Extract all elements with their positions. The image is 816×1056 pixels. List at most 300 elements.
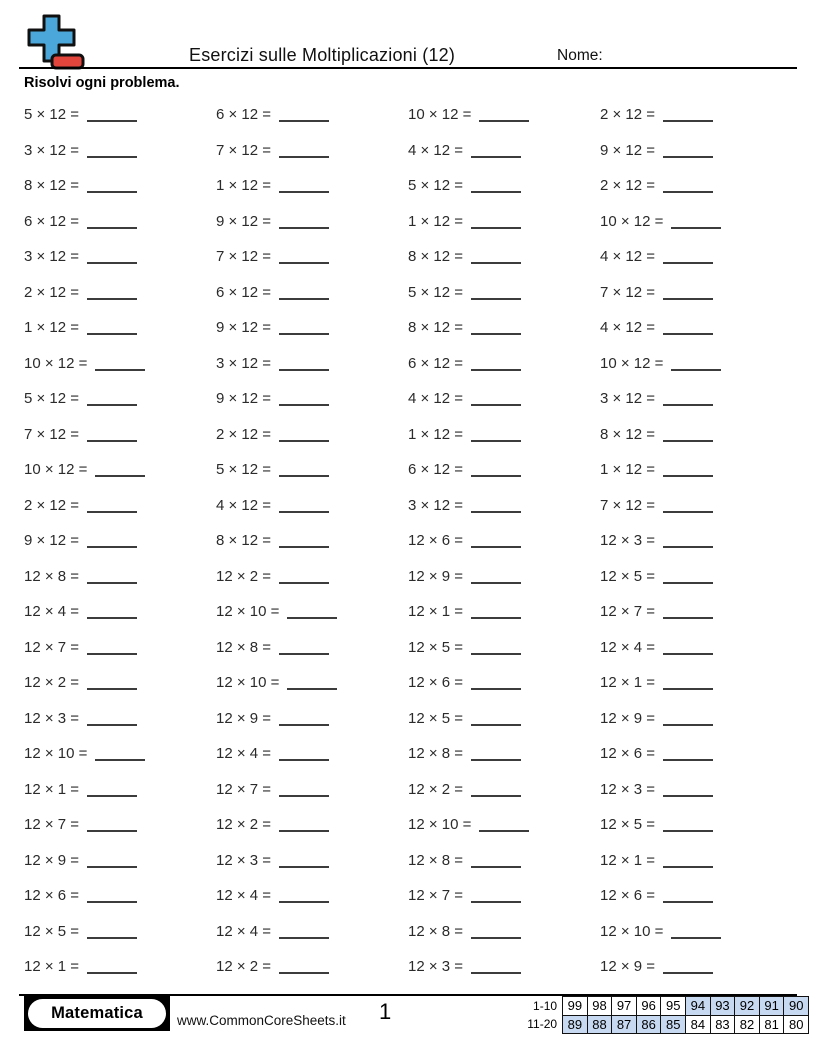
grade-table-row: [523, 997, 809, 1016]
grade-cell: 93: [710, 997, 735, 1016]
problem-expression: 6 × 12 =: [24, 212, 80, 230]
problem-item: [24, 426, 216, 443]
answer-blank: [87, 853, 137, 868]
problem-expression: 4 × 12 =: [216, 496, 272, 514]
problem-item: [24, 532, 216, 549]
grade-cell: 90: [784, 997, 809, 1016]
problem-item: [24, 958, 216, 975]
problem-expression: 12 × 3 =: [216, 851, 272, 869]
answer-blank: [279, 285, 329, 300]
problem-item: [216, 923, 408, 940]
answer-blank: [87, 391, 137, 406]
page-title: Esercizi sulle Moltiplicazioni (12): [189, 45, 456, 65]
grade-cell: 80: [784, 1015, 809, 1034]
answer-blank: [479, 107, 529, 122]
problem-item: [24, 106, 216, 123]
problem-expression: 12 × 9 =: [216, 709, 272, 727]
answer-blank: [663, 640, 713, 655]
problem-item: [24, 497, 216, 514]
problem-expression: 3 × 12 =: [216, 354, 272, 372]
problem-item: [408, 355, 600, 372]
problem-expression: 5 × 12 =: [408, 177, 464, 195]
problem-expression: 1 × 12 =: [408, 425, 464, 443]
problem-item: [600, 958, 792, 975]
problem-item: [24, 142, 216, 159]
brand-badge: [24, 995, 170, 1031]
problem-expression: 4 × 12 =: [408, 141, 464, 159]
problem-item: [600, 852, 792, 869]
problem-item: [408, 319, 600, 336]
grade-cell: 81: [759, 1015, 784, 1034]
problem-expression: 12 × 6 =: [24, 887, 80, 905]
problem-expression: 12 × 5 =: [24, 922, 80, 940]
answer-blank: [471, 888, 521, 903]
problem-item: [408, 887, 600, 904]
grade-cell: 85: [661, 1015, 686, 1034]
instructions-text: Risolvi ogni problema.: [24, 75, 180, 91]
answer-blank: [279, 533, 329, 548]
problem-expression: 1 × 12 =: [216, 177, 272, 195]
answer-blank: [663, 320, 713, 335]
problem-item: [24, 213, 216, 230]
problem-expression: 12 × 2 =: [24, 674, 80, 692]
problem-item: [24, 603, 216, 620]
answer-blank: [279, 107, 329, 122]
problem-expression: 12 × 10 =: [216, 674, 280, 692]
problem-expression: 12 × 8 =: [408, 745, 464, 763]
problem-item: [408, 461, 600, 478]
plus-minus-logo-icon: [23, 12, 87, 74]
problem-item: [600, 532, 792, 549]
problem-expression: 10 × 12 =: [408, 106, 472, 124]
answer-blank: [663, 498, 713, 513]
grade-cell: 92: [735, 997, 760, 1016]
problem-item: [24, 568, 216, 585]
problem-expression: 12 × 1 =: [600, 674, 656, 692]
problem-item: [600, 887, 792, 904]
problem-item: [600, 674, 792, 691]
problem-expression: 5 × 12 =: [216, 461, 272, 479]
answer-blank: [279, 924, 329, 939]
problem-item: [216, 639, 408, 656]
problem-item: [408, 142, 600, 159]
answer-blank: [471, 569, 521, 584]
problem-expression: 2 × 12 =: [216, 425, 272, 443]
answer-blank: [87, 569, 137, 584]
problem-expression: 7 × 12 =: [24, 425, 80, 443]
problem-expression: 12 × 8 =: [24, 567, 80, 585]
answer-blank: [663, 391, 713, 406]
answer-blank: [471, 462, 521, 477]
problem-expression: 2 × 12 =: [24, 496, 80, 514]
problem-expression: 12 × 1 =: [408, 603, 464, 621]
problem-item: [600, 106, 792, 123]
answer-blank: [663, 462, 713, 477]
answer-blank: [279, 143, 329, 158]
answer-blank: [471, 782, 521, 797]
problem-item: [24, 887, 216, 904]
answer-blank: [87, 427, 137, 442]
answer-blank: [279, 817, 329, 832]
problem-item: [24, 674, 216, 691]
problem-item: [216, 461, 408, 478]
problem-expression: 4 × 12 =: [408, 390, 464, 408]
problem-expression: 12 × 4 =: [600, 638, 656, 656]
name-label: Nome:: [557, 47, 603, 64]
problem-item: [24, 248, 216, 265]
answer-blank: [663, 143, 713, 158]
problem-expression: 9 × 12 =: [600, 141, 656, 159]
problem-item: [24, 710, 216, 727]
problem-expression: 7 × 12 =: [600, 283, 656, 301]
answer-blank: [663, 178, 713, 193]
grade-table-body: [523, 997, 809, 1034]
grade-cell: 91: [759, 997, 784, 1016]
problem-item: [216, 142, 408, 159]
problem-item: [408, 923, 600, 940]
answer-blank: [471, 711, 521, 726]
answer-blank: [279, 178, 329, 193]
problem-expression: 12 × 2 =: [216, 958, 272, 976]
brand-label: Matematica: [28, 999, 166, 1028]
problem-expression: 9 × 12 =: [216, 390, 272, 408]
grade-range-label: 1-10: [533, 998, 558, 1013]
answer-blank: [87, 711, 137, 726]
grade-cell: 83: [710, 1015, 735, 1034]
problem-expression: 12 × 9 =: [24, 851, 80, 869]
problem-expression: 8 × 12 =: [24, 177, 80, 195]
problem-item: [216, 497, 408, 514]
problem-expression: 9 × 12 =: [24, 532, 80, 550]
problem-expression: 12 × 3 =: [600, 780, 656, 798]
problem-expression: 3 × 12 =: [408, 496, 464, 514]
answer-blank: [471, 320, 521, 335]
problem-expression: 12 × 5 =: [600, 816, 656, 834]
problem-expression: 8 × 12 =: [216, 532, 272, 550]
problem-expression: 12 × 10 =: [24, 745, 88, 763]
answer-blank: [663, 853, 713, 868]
grade-cell: 94: [686, 997, 711, 1016]
problem-expression: 8 × 12 =: [408, 319, 464, 337]
answer-blank: [671, 924, 721, 939]
answer-blank: [663, 711, 713, 726]
answer-blank: [471, 249, 521, 264]
answer-blank: [663, 569, 713, 584]
answer-blank: [87, 675, 137, 690]
problem-item: [216, 177, 408, 194]
problem-item: [408, 497, 600, 514]
problem-item: [216, 568, 408, 585]
answer-blank: [279, 427, 329, 442]
problem-expression: 9 × 12 =: [216, 212, 272, 230]
problem-expression: 12 × 6 =: [408, 674, 464, 692]
answer-blank: [471, 675, 521, 690]
problem-item: [24, 461, 216, 478]
answer-blank: [663, 249, 713, 264]
problem-item: [216, 284, 408, 301]
answer-blank: [279, 640, 329, 655]
problem-item: [600, 426, 792, 443]
problem-item: [600, 603, 792, 620]
grade-cell: 98: [587, 997, 612, 1016]
problem-item: [600, 816, 792, 833]
problem-item: [216, 958, 408, 975]
problem-expression: 12 × 7 =: [24, 816, 80, 834]
problem-item: [408, 106, 600, 123]
problem-item: [216, 887, 408, 904]
answer-blank: [279, 356, 329, 371]
answer-blank: [663, 959, 713, 974]
problem-expression: 12 × 4 =: [24, 603, 80, 621]
problem-item: [408, 532, 600, 549]
problem-expression: 12 × 10 =: [600, 922, 664, 940]
problem-expression: 12 × 5 =: [408, 638, 464, 656]
answer-blank: [87, 782, 137, 797]
problem-item: [600, 781, 792, 798]
answer-blank: [471, 924, 521, 939]
problem-expression: 3 × 12 =: [600, 390, 656, 408]
problem-item: [408, 816, 600, 833]
answer-blank: [279, 214, 329, 229]
problem-expression: 10 × 12 =: [600, 354, 664, 372]
header-divider: [19, 67, 797, 69]
problem-item: [408, 710, 600, 727]
problem-item: [408, 603, 600, 620]
answer-blank: [87, 533, 137, 548]
answer-blank: [87, 640, 137, 655]
problem-expression: 4 × 12 =: [600, 248, 656, 266]
problem-expression: 10 × 12 =: [24, 461, 88, 479]
grade-cell: 82: [735, 1015, 760, 1034]
answer-blank: [279, 320, 329, 335]
problem-item: [600, 568, 792, 585]
problem-item: [408, 852, 600, 869]
grade-cell: 97: [612, 997, 637, 1016]
problem-expression: 12 × 8 =: [408, 922, 464, 940]
answer-blank: [87, 143, 137, 158]
problem-item: [408, 177, 600, 194]
problem-expression: 2 × 12 =: [600, 177, 656, 195]
problem-expression: 12 × 2 =: [216, 567, 272, 585]
answer-blank: [87, 888, 137, 903]
answer-blank: [95, 462, 145, 477]
problem-expression: 12 × 3 =: [600, 532, 656, 550]
grade-cell: 99: [563, 997, 588, 1016]
problem-item: [408, 781, 600, 798]
answer-blank: [279, 782, 329, 797]
answer-blank: [663, 817, 713, 832]
problem-expression: 7 × 12 =: [216, 141, 272, 159]
grade-cell: 87: [612, 1015, 637, 1034]
problem-expression: 12 × 7 =: [600, 603, 656, 621]
answer-blank: [287, 604, 337, 619]
problem-expression: 12 × 4 =: [216, 922, 272, 940]
answer-blank: [279, 746, 329, 761]
problem-item: [600, 142, 792, 159]
problem-item: [216, 816, 408, 833]
problem-expression: 12 × 8 =: [216, 638, 272, 656]
problem-expression: 5 × 12 =: [408, 283, 464, 301]
problem-expression: 10 × 12 =: [24, 354, 88, 372]
problem-expression: 7 × 12 =: [216, 248, 272, 266]
problem-expression: 12 × 2 =: [216, 816, 272, 834]
answer-blank: [87, 320, 137, 335]
problem-item: [408, 426, 600, 443]
worksheet-logo: [23, 12, 87, 74]
problem-item: [216, 603, 408, 620]
problem-expression: 12 × 1 =: [24, 958, 80, 976]
answer-blank: [663, 533, 713, 548]
problem-expression: 8 × 12 =: [408, 248, 464, 266]
problem-expression: 12 × 9 =: [600, 958, 656, 976]
grading-table: [523, 996, 809, 1034]
problem-item: [408, 674, 600, 691]
problem-expression: 12 × 7 =: [408, 887, 464, 905]
answer-blank: [471, 356, 521, 371]
answer-blank: [471, 959, 521, 974]
answer-blank: [87, 959, 137, 974]
problem-expression: 5 × 12 =: [24, 106, 80, 124]
problem-item: [216, 781, 408, 798]
answer-blank: [279, 853, 329, 868]
grade-cell: 88: [587, 1015, 612, 1034]
answer-blank: [471, 143, 521, 158]
problem-expression: 3 × 12 =: [24, 248, 80, 266]
answer-blank: [87, 498, 137, 513]
problem-item: [408, 745, 600, 762]
grade-cell: 96: [636, 997, 661, 1016]
problem-item: [216, 745, 408, 762]
problem-item: [600, 710, 792, 727]
problem-expression: 12 × 9 =: [408, 567, 464, 585]
problem-expression: 12 × 5 =: [600, 567, 656, 585]
answer-blank: [279, 711, 329, 726]
problem-item: [24, 639, 216, 656]
problem-item: [408, 213, 600, 230]
problem-expression: 12 × 2 =: [408, 780, 464, 798]
problem-expression: 6 × 12 =: [408, 461, 464, 479]
grade-cell: 86: [636, 1015, 661, 1034]
problem-item: [24, 816, 216, 833]
problem-item: [216, 106, 408, 123]
answer-blank: [87, 817, 137, 832]
problem-expression: 10 × 12 =: [600, 212, 664, 230]
answer-blank: [479, 817, 529, 832]
problem-expression: 12 × 4 =: [216, 745, 272, 763]
answer-blank: [279, 959, 329, 974]
problem-item: [216, 319, 408, 336]
problem-expression: 6 × 12 =: [216, 106, 272, 124]
answer-blank: [87, 285, 137, 300]
problem-expression: 1 × 12 =: [600, 461, 656, 479]
answer-blank: [95, 746, 145, 761]
answer-blank: [663, 746, 713, 761]
grade-cell: 84: [686, 1015, 711, 1034]
page-number: 1: [379, 999, 392, 1024]
answer-blank: [471, 214, 521, 229]
problem-item: [216, 248, 408, 265]
problem-expression: 12 × 6 =: [408, 532, 464, 550]
problem-expression: 9 × 12 =: [216, 319, 272, 337]
problem-expression: 12 × 5 =: [408, 709, 464, 727]
answer-blank: [663, 107, 713, 122]
grade-cell: 95: [661, 997, 686, 1016]
problem-item: [600, 745, 792, 762]
problem-item: [216, 674, 408, 691]
answer-blank: [663, 782, 713, 797]
answer-blank: [87, 107, 137, 122]
problem-expression: 2 × 12 =: [600, 106, 656, 124]
problem-expression: 12 × 3 =: [24, 709, 80, 727]
problem-item: [216, 213, 408, 230]
answer-blank: [471, 285, 521, 300]
grade-range-label: 11-20: [527, 1017, 558, 1032]
problem-expression: 3 × 12 =: [24, 141, 80, 159]
problem-item: [24, 390, 216, 407]
problem-expression: 4 × 12 =: [600, 319, 656, 337]
problem-item: [600, 248, 792, 265]
answer-blank: [279, 498, 329, 513]
answer-blank: [471, 498, 521, 513]
answer-blank: [471, 533, 521, 548]
problem-item: [600, 355, 792, 372]
problem-item: [600, 639, 792, 656]
problem-expression: 12 × 3 =: [408, 958, 464, 976]
answer-blank: [663, 888, 713, 903]
grade-cell: 89: [563, 1015, 588, 1034]
problem-expression: 12 × 7 =: [216, 780, 272, 798]
grade-table-row: [523, 1015, 809, 1034]
answer-blank: [471, 640, 521, 655]
problem-item: [600, 390, 792, 407]
answer-blank: [471, 427, 521, 442]
answer-blank: [95, 356, 145, 371]
problem-expression: 12 × 7 =: [24, 638, 80, 656]
answer-blank: [87, 249, 137, 264]
problem-item: [216, 852, 408, 869]
answer-blank: [471, 391, 521, 406]
problem-item: [24, 923, 216, 940]
problem-expression: 12 × 10 =: [216, 603, 280, 621]
problem-expression: 1 × 12 =: [24, 319, 80, 337]
problem-expression: 6 × 12 =: [408, 354, 464, 372]
answer-blank: [87, 924, 137, 939]
problem-item: [408, 248, 600, 265]
problem-expression: 1 × 12 =: [408, 212, 464, 230]
answer-blank: [471, 746, 521, 761]
answer-blank: [279, 569, 329, 584]
problem-expression: 12 × 1 =: [24, 780, 80, 798]
problem-item: [408, 958, 600, 975]
problem-expression: 2 × 12 =: [24, 283, 80, 301]
answer-blank: [279, 462, 329, 477]
answer-blank: [87, 604, 137, 619]
problem-item: [408, 284, 600, 301]
answer-blank: [671, 214, 721, 229]
answer-blank: [471, 853, 521, 868]
problem-expression: 12 × 6 =: [600, 745, 656, 763]
problem-item: [24, 284, 216, 301]
problem-item: [216, 532, 408, 549]
problem-expression: 12 × 6 =: [600, 887, 656, 905]
answer-blank: [471, 604, 521, 619]
problem-expression: 5 × 12 =: [24, 390, 80, 408]
problem-item: [600, 497, 792, 514]
problem-item: [600, 319, 792, 336]
answer-blank: [87, 214, 137, 229]
answer-blank: [279, 888, 329, 903]
answer-blank: [279, 249, 329, 264]
